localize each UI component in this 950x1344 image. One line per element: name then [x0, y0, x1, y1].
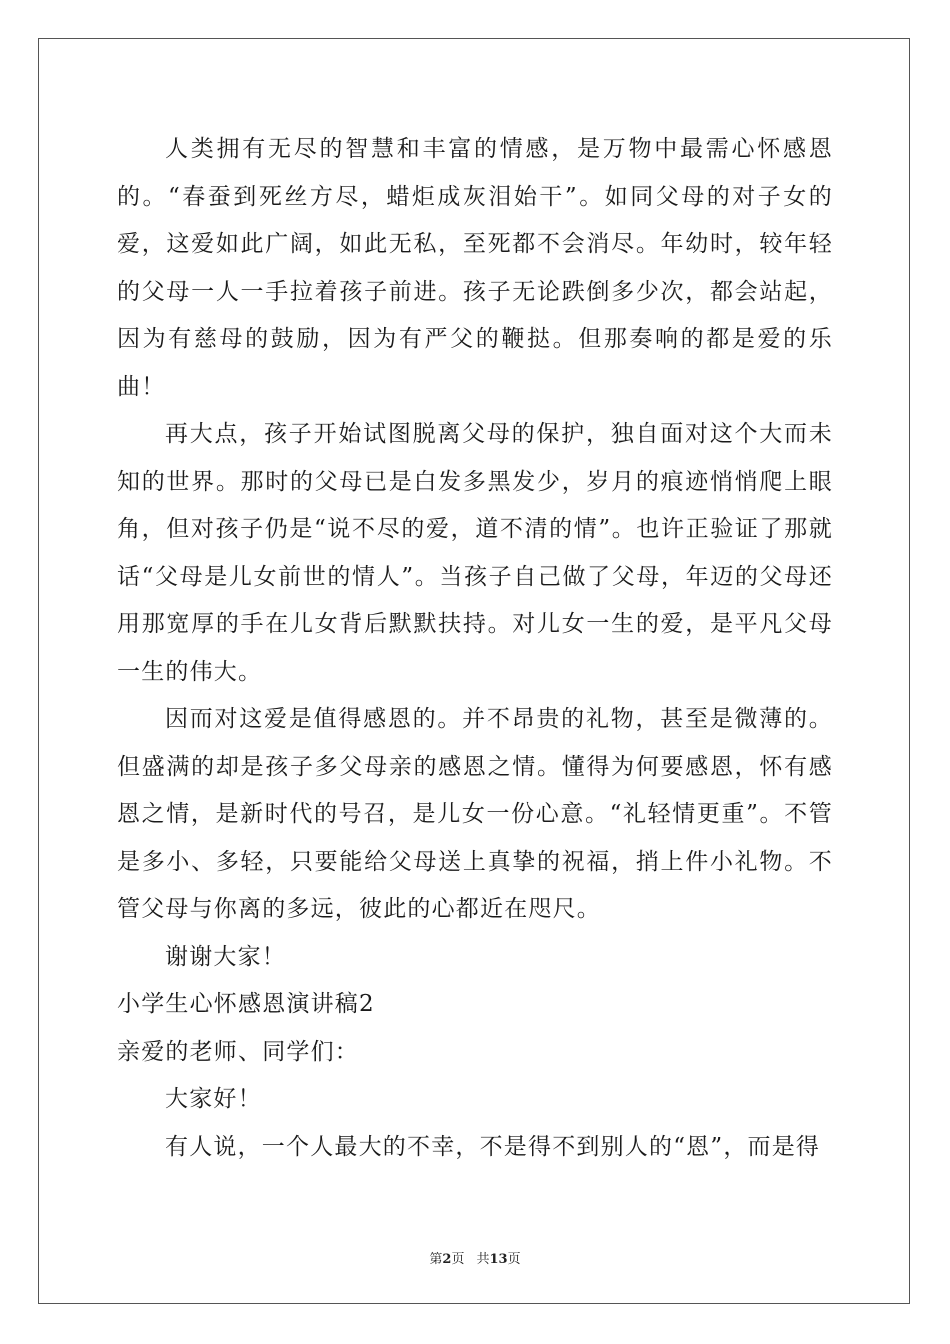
document-body — [117, 126, 833, 1171]
salutation: 亲爱的老师、同学们： — [117, 1038, 359, 1065]
closing-thanks: 谢谢大家！ — [165, 943, 286, 970]
page-total: 13 — [489, 1252, 508, 1267]
total-unit: 页 — [507, 1252, 521, 1267]
page-current: 2 — [442, 1252, 452, 1267]
page-footer — [0, 1248, 950, 1267]
paragraph-speech-opening: 有人说，一个人最大的不幸，不是得不到别人的“恩”，而是得 — [165, 1133, 821, 1160]
paragraph-be-grateful: 因而对这爱是值得感恩的。并不昂贵的礼物，甚至是微薄的。但盛满的却是孩子多父母亲的感恩之情。懂得为何要感恩，怀有感恩之情，是新时代的号召，是儿女一份心意。“礼轻情更重”。不管是多小、多轻，只要能给父母送上真挚的祝福，捎上件小礼物。不管父母与你离的多远，彼此的心都近在咫尺。 — [117, 706, 833, 922]
paragraph-gratitude-intro: 人类拥有无尽的智慧和丰富的情感，是万物中最需心怀感恩的。“春蚕到死丝方尽，蜡炬成灰泪始干”。如同父母的对子女的爱，这爱如此广阔，如此无私，至死都不会消尽。年幼时，较年轻的父母一人一手拉着孩子前进。孩子无论跌倒多少次，都会站起，因为有慈母的鼓励，因为有严父的鞭挞。但那奏响的都是爱的乐曲！ — [117, 136, 833, 400]
page-unit: 页 — [451, 1252, 465, 1267]
page-prefix: 第 — [429, 1252, 443, 1267]
paragraph-growing-up: 再大点，孩子开始试图脱离父母的保护，独自面对这个大而未知的世界。那时的父母已是白发多黑发少，岁月的痕迹悄悄爬上眼角，但对孩子仍是“说不尽的爱，道不清的情”。也许正验证了那就话“父母是儿女前世的情人”。当孩子自己做了父母，年迈的父母还用那宽厚的手在儿女背后默默扶持。对儿女一生的爱，是平凡父母一生的伟大。 — [117, 421, 833, 685]
speech-title: 小学生心怀感恩演讲稿2 — [117, 991, 375, 1017]
greeting: 大家好！ — [165, 1086, 262, 1112]
total-prefix: 共 — [476, 1252, 490, 1267]
